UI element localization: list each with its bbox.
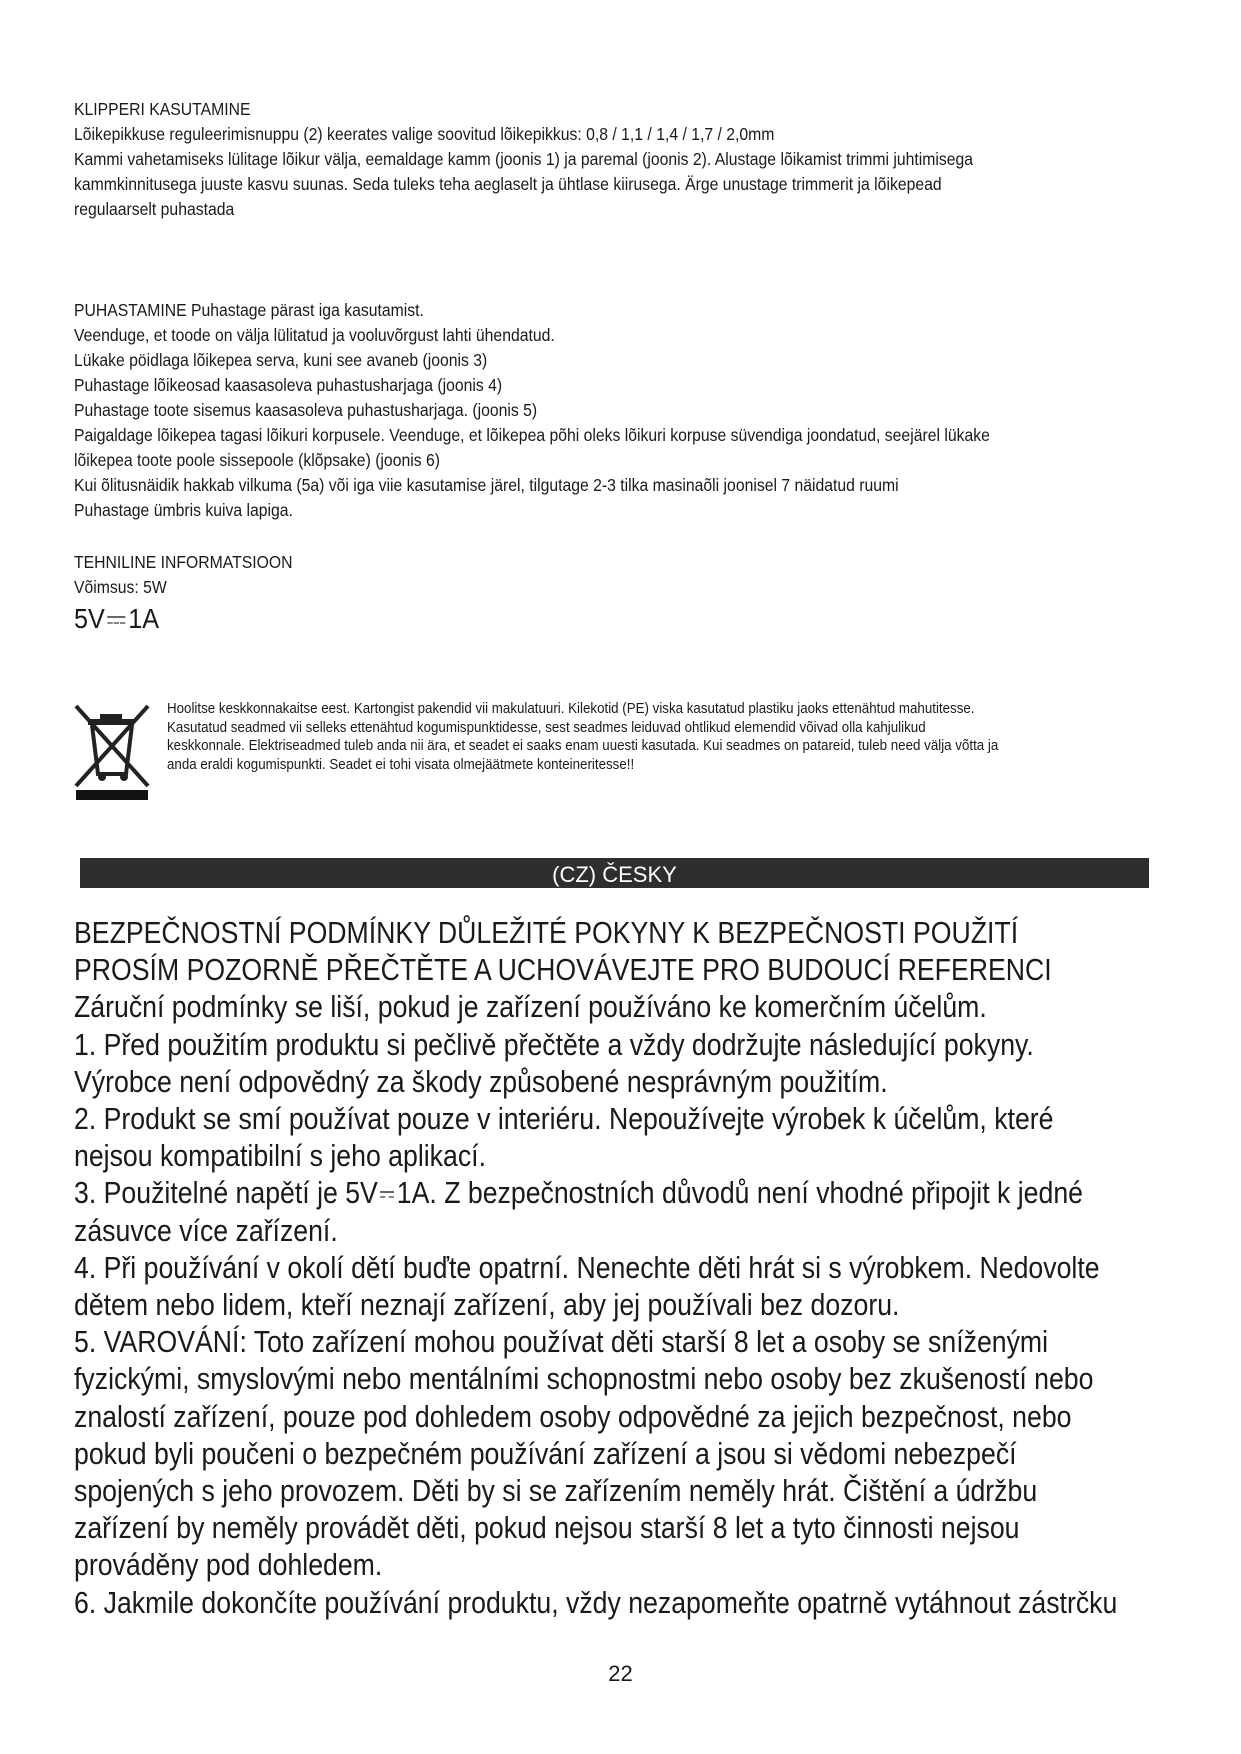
voltage-rating (74, 602, 159, 636)
voltage-line-prefix: 3. Použitelné napětí je 5V (74, 1175, 378, 1211)
paragraph-line: 2. Produkt se smí používat pouze v interiéru. Nepoužívejte výrobek k účelům, které (74, 1101, 1054, 1137)
paragraph-line: zařízení by neměly provádět děti, pokud nejsou starší 8 let a tyto činnosti nejsou (74, 1510, 1020, 1546)
paragraph-line: Kui õlitusnäidik hakkab vilkuma (5a) või iga viie kasutamise järel, tilgutage 2-3 tilka masinaõli joonisel 7 näidatud ruumi (74, 475, 899, 495)
paragraph-line (74, 1174, 1117, 1211)
paragraph-line: Puhastage lõikeosad kaasasoleva puhastusharjaga (joonis 4) (74, 375, 503, 395)
current-value: 1A (128, 603, 160, 634)
dc-symbol-icon (379, 1190, 396, 1200)
paragraph-line: Kammi vahetamiseks lülitage lõikur välja, eemaldage kamm (joonis 1) ja paremal (joonis 2). Alustage lõikamist trimmi juhtimisega (74, 149, 973, 169)
paragraph-line: Paigaldage lõikepea tagasi lõikuri korpusele. Veenduge, et lõikepea põhi oleks lõikuri korpuse süvendiga joondatud, seejärel lükake (74, 425, 990, 445)
safety-heading: PROSÍM POZORNĚ PŘEČTĚTE A UCHOVÁVEJTE PRO BUDOUCÍ REFERENCI (74, 952, 1052, 988)
paragraph-line: Výrobce není odpovědný za škody způsobené nesprávným použitím. (74, 1063, 888, 1099)
page-number: 22 (608, 1661, 633, 1686)
tech-info-section (74, 550, 292, 600)
paragraph-line: Puhastage toote sisemus kaasasoleva puhastusharjaga. (joonis 5) (74, 400, 538, 420)
czech-safety-section (74, 914, 1117, 1621)
paragraph-line: Záruční podmínky se liší, pokud je zařízení používáno ke komerčním účelům. (74, 989, 987, 1025)
paragraph-line: nejsou kompatibilní s jeho aplikací. (74, 1138, 486, 1174)
paragraph-line: Veenduge, et toode on välja lülitatud ja vooluvõrgust lahti ühendatud. (74, 325, 555, 345)
paragraph-line: Lõikepikkuse reguleerimisnuppu (2) keerates valige soovitud lõikepikkus: 0,8 / 1,1 / 1,4 / 1,7 / 2,0mm (74, 124, 775, 144)
paragraph-line: spojených s jeho provozem. Děti by si se zařízením neměly hrát. Čištění a údržbu (74, 1473, 1038, 1509)
paragraph-line: regulaarselt puhastada (74, 199, 235, 219)
paragraph-line: 1. Před použitím produktu si pečlivě přečtěte a vždy dodržujte následující pokyny. (74, 1026, 1034, 1062)
paragraph-line: Puhastage ümbris kuiva lapiga. (74, 500, 293, 520)
language-banner (80, 858, 1149, 888)
paragraph-line: dětem nebo lidem, kteří neznají zařízení, aby jej používali bez dozoru. (74, 1287, 900, 1323)
voltage-line-suffix: 1A. Z bezpečnostních důvodů není vhodné připojit k jedné (396, 1175, 1083, 1211)
weee-crossed-bin-icon (72, 704, 152, 804)
power-rating: Võimsus: 5W (74, 577, 167, 597)
safety-heading: BEZPEČNOSTNÍ PODMÍNKY DŮLEŽITÉ POKYNY K BEZPEČNOSTI POUŽITÍ (74, 915, 1019, 950)
paragraph-line: kammkinnitusega juuste kasvu suunas. Seda tuleks teha aeglaselt ja ühtlase kiirusega. Ärge unustage trimmerit ja lõikepead (74, 174, 942, 194)
cleaning-section (74, 298, 990, 523)
section-heading: TEHNILINE INFORMATSIOON (74, 552, 293, 572)
voltage-value: 5V (74, 603, 105, 634)
notice-line: anda eraldi kogumispunkti. Seadet ei tohi visata olmejäätmete konteineritesse!! (167, 756, 635, 773)
dc-symbol-icon (106, 615, 128, 627)
paragraph-line: lõikepea toote poole sissepoole (klõpsake) (joonis 6) (74, 450, 440, 470)
paragraph-line: 5. VAROVÁNÍ: Toto zařízení mohou používat děti starší 8 let a osoby se sníženými (74, 1324, 1049, 1360)
paragraph-line: Lükake pöidlaga lõikepea serva, kuni see avaneb (joonis 3) (74, 350, 488, 370)
clipper-usage-section (74, 97, 973, 222)
notice-line: keskkonnale. Elektriseadmed tuleb anda nii ära, et seadet ei saaks enam uuesti kasutada. Kui seadmes on patareid, tuleb need välja võtta ja (167, 738, 999, 754)
paragraph-line: 4. Při používání v okolí dětí buďte opatrní. Nenechte děti hrát si s výrobkem. Nedovolte (74, 1249, 1100, 1285)
paragraph-line: zásuvce více zařízení. (74, 1212, 338, 1248)
paragraph-line: fyzickými, smyslovými nebo mentálními schopnostmi nebo osoby bez zkušeností nebo (74, 1361, 1094, 1397)
paragraph-line: 6. Jakmile dokončíte používání produktu, vždy nezapomeňte opatrně vytáhnout zástrčku (74, 1584, 1118, 1620)
notice-line: Hoolitse keskkonnakaitse eest. Kartongist pakendid vii makulatuuri. Kilekotid (PE) viska kasutatud plastiku jaoks ettenähtud mahutitesse. (167, 701, 975, 717)
section-heading: KLIPPERI KASUTAMINE (74, 99, 251, 119)
paragraph-line: pokud byli poučeni o bezpečném používání zařízení a jsou si vědomi nebezpečí (74, 1435, 1017, 1471)
paragraph-line: prováděny pod dohledem. (74, 1547, 383, 1583)
environment-notice (167, 700, 998, 774)
paragraph-line: PUHASTAMINE Puhastage pärast iga kasutamist. (74, 300, 424, 320)
notice-line: Kasutatud seadmed vii selleks ettenähtud kogumispunktidesse, sest seadmes leiduvad ohtlikud elemendid võivad olla kahjulikud (167, 719, 926, 736)
paragraph-line: znalostí zařízení, pouze pod dohledem osoby odpovědné za jejich bezpečnost, nebo (74, 1398, 1072, 1434)
banner-label: (CZ) ČESKY (552, 862, 677, 887)
